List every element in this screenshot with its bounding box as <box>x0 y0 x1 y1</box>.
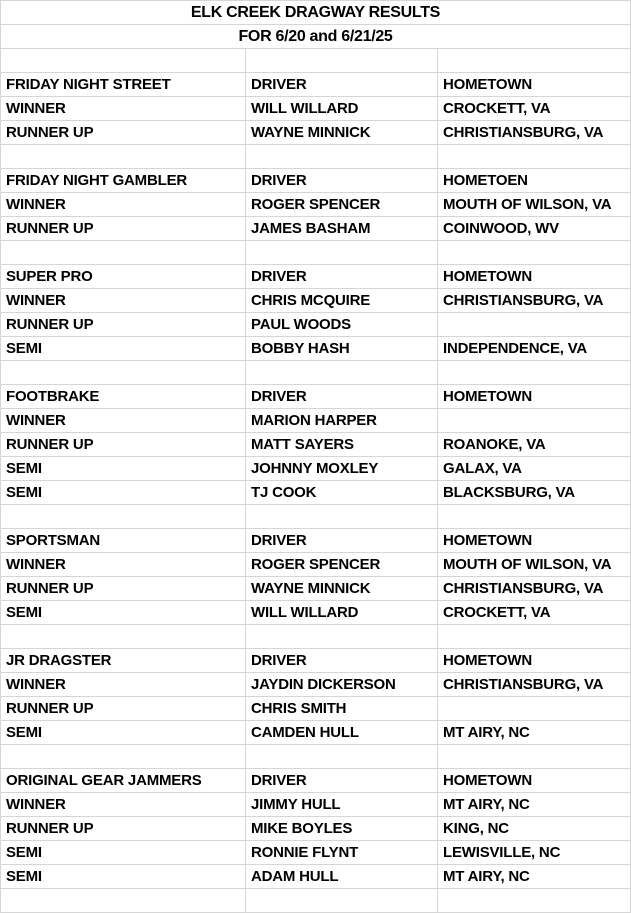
empty-cell <box>246 361 438 385</box>
hometown-column-header: HOMETOWN <box>438 385 631 409</box>
place-cell: WINNER <box>1 553 246 577</box>
driver-cell: JAYDIN DICKERSON <box>246 673 438 697</box>
empty-cell <box>1 49 246 73</box>
place-cell: RUNNER UP <box>1 817 246 841</box>
empty-cell <box>1 505 246 529</box>
driver-cell: TJ COOK <box>246 481 438 505</box>
result-row <box>1 841 631 865</box>
place-cell: WINNER <box>1 409 246 433</box>
spacer-row <box>1 745 631 769</box>
hometown-cell: CHRISTIANSBURG, VA <box>438 289 631 313</box>
place-cell: WINNER <box>1 193 246 217</box>
category-cell: SUPER PRO <box>1 265 246 289</box>
empty-cell <box>246 745 438 769</box>
driver-column-header: DRIVER <box>246 73 438 97</box>
empty-cell <box>438 145 631 169</box>
hometown-cell: COINWOOD, WV <box>438 217 631 241</box>
hometown-column-header: HOMETOEN <box>438 169 631 193</box>
hometown-cell: LEWISVILLE, NC <box>438 841 631 865</box>
hometown-cell <box>438 697 631 721</box>
section-header-row <box>1 529 631 553</box>
place-cell: RUNNER UP <box>1 433 246 457</box>
spacer-row <box>1 49 631 73</box>
driver-cell: MARION HARPER <box>246 409 438 433</box>
hometown-cell: INDEPENDENCE, VA <box>438 337 631 361</box>
place-cell: WINNER <box>1 289 246 313</box>
result-row <box>1 721 631 745</box>
category-cell: JR DRAGSTER <box>1 649 246 673</box>
driver-cell: RONNIE FLYNT <box>246 841 438 865</box>
driver-cell: JIMMY HULL <box>246 793 438 817</box>
place-cell: RUNNER UP <box>1 313 246 337</box>
hometown-cell: MT AIRY, NC <box>438 865 631 889</box>
place-cell: RUNNER UP <box>1 577 246 601</box>
driver-cell: WAYNE MINNICK <box>246 121 438 145</box>
place-cell: RUNNER UP <box>1 121 246 145</box>
driver-cell: ROGER SPENCER <box>246 553 438 577</box>
result-row <box>1 97 631 121</box>
hometown-cell: CHRISTIANSBURG, VA <box>438 673 631 697</box>
section-header-row <box>1 169 631 193</box>
empty-cell <box>246 49 438 73</box>
place-cell: SEMI <box>1 865 246 889</box>
driver-cell: CAMDEN HULL <box>246 721 438 745</box>
empty-cell <box>246 625 438 649</box>
spacer-row <box>1 505 631 529</box>
hometown-cell: MOUTH OF WILSON, VA <box>438 193 631 217</box>
hometown-column-header: HOMETOWN <box>438 649 631 673</box>
hometown-cell <box>438 409 631 433</box>
empty-cell <box>1 625 246 649</box>
result-row <box>1 577 631 601</box>
hometown-cell: CHRISTIANSBURG, VA <box>438 121 631 145</box>
driver-cell: WILL WILLARD <box>246 601 438 625</box>
hometown-column-header: HOMETOWN <box>438 529 631 553</box>
hometown-cell: MT AIRY, NC <box>438 793 631 817</box>
empty-cell <box>438 505 631 529</box>
results-table <box>1 49 631 913</box>
driver-column-header: DRIVER <box>246 649 438 673</box>
spacer-row <box>1 241 631 265</box>
category-cell: FOOTBRAKE <box>1 385 246 409</box>
driver-column-header: DRIVER <box>246 169 438 193</box>
result-row <box>1 337 631 361</box>
empty-cell <box>1 241 246 265</box>
result-row <box>1 217 631 241</box>
driver-cell: JAMES BASHAM <box>246 217 438 241</box>
category-cell: FRIDAY NIGHT STREET <box>1 73 246 97</box>
spacer-row <box>1 361 631 385</box>
driver-cell: PAUL WOODS <box>246 313 438 337</box>
driver-cell: CHRIS MCQUIRE <box>246 289 438 313</box>
result-row <box>1 457 631 481</box>
hometown-column-header: HOMETOWN <box>438 769 631 793</box>
page-title: ELK CREEK DRAGWAY RESULTS <box>1 1 631 25</box>
driver-column-header: DRIVER <box>246 529 438 553</box>
place-cell: SEMI <box>1 337 246 361</box>
subtitle-row <box>1 25 631 49</box>
place-cell: WINNER <box>1 793 246 817</box>
result-row <box>1 697 631 721</box>
section-header-row <box>1 385 631 409</box>
place-cell: SEMI <box>1 841 246 865</box>
page-subtitle: FOR 6/20 and 6/21/25 <box>1 25 631 49</box>
hometown-cell: ROANOKE, VA <box>438 433 631 457</box>
hometown-cell <box>438 313 631 337</box>
empty-cell <box>438 625 631 649</box>
driver-cell: JOHNNY MOXLEY <box>246 457 438 481</box>
place-cell: RUNNER UP <box>1 697 246 721</box>
section-header-row <box>1 265 631 289</box>
place-cell: RUNNER UP <box>1 217 246 241</box>
spacer-row <box>1 145 631 169</box>
hometown-cell: CROCKETT, VA <box>438 601 631 625</box>
driver-cell: WAYNE MINNICK <box>246 577 438 601</box>
empty-cell <box>438 49 631 73</box>
driver-cell: ADAM HULL <box>246 865 438 889</box>
hometown-cell: CHRISTIANSBURG, VA <box>438 577 631 601</box>
result-row <box>1 553 631 577</box>
place-cell: WINNER <box>1 673 246 697</box>
place-cell: SEMI <box>1 601 246 625</box>
result-row <box>1 193 631 217</box>
empty-cell <box>1 889 246 913</box>
section-header-row <box>1 73 631 97</box>
empty-cell <box>246 241 438 265</box>
empty-cell <box>246 505 438 529</box>
driver-column-header: DRIVER <box>246 385 438 409</box>
result-row <box>1 601 631 625</box>
title-row <box>1 1 631 25</box>
empty-cell <box>438 745 631 769</box>
empty-cell <box>438 889 631 913</box>
hometown-cell: CROCKETT, VA <box>438 97 631 121</box>
empty-cell <box>438 361 631 385</box>
category-cell: SPORTSMAN <box>1 529 246 553</box>
driver-cell: ROGER SPENCER <box>246 193 438 217</box>
hometown-cell: GALAX, VA <box>438 457 631 481</box>
driver-cell: WILL WILLARD <box>246 97 438 121</box>
category-cell: ORIGINAL GEAR JAMMERS <box>1 769 246 793</box>
empty-cell <box>246 889 438 913</box>
empty-cell <box>438 241 631 265</box>
result-row <box>1 817 631 841</box>
hometown-cell: MT AIRY, NC <box>438 721 631 745</box>
section-header-row <box>1 649 631 673</box>
driver-cell: MATT SAYERS <box>246 433 438 457</box>
hometown-column-header: HOMETOWN <box>438 73 631 97</box>
empty-cell <box>1 745 246 769</box>
place-cell: SEMI <box>1 457 246 481</box>
result-row <box>1 409 631 433</box>
result-row <box>1 313 631 337</box>
driver-column-header: DRIVER <box>246 265 438 289</box>
spacer-row <box>1 625 631 649</box>
empty-cell <box>1 145 246 169</box>
hometown-cell: BLACKSBURG, VA <box>438 481 631 505</box>
driver-cell: BOBBY HASH <box>246 337 438 361</box>
hometown-column-header: HOMETOWN <box>438 265 631 289</box>
result-row <box>1 121 631 145</box>
result-row <box>1 433 631 457</box>
result-row <box>1 481 631 505</box>
result-row <box>1 793 631 817</box>
result-row <box>1 289 631 313</box>
hometown-cell: KING, NC <box>438 817 631 841</box>
result-row <box>1 865 631 889</box>
hometown-cell: MOUTH OF WILSON, VA <box>438 553 631 577</box>
driver-cell: MIKE BOYLES <box>246 817 438 841</box>
place-cell: SEMI <box>1 481 246 505</box>
section-header-row <box>1 769 631 793</box>
category-cell: FRIDAY NIGHT GAMBLER <box>1 169 246 193</box>
empty-cell <box>246 145 438 169</box>
empty-cell <box>1 361 246 385</box>
place-cell: SEMI <box>1 721 246 745</box>
place-cell: WINNER <box>1 97 246 121</box>
driver-column-header: DRIVER <box>246 769 438 793</box>
driver-cell: CHRIS SMITH <box>246 697 438 721</box>
result-row <box>1 673 631 697</box>
spacer-row <box>1 889 631 913</box>
